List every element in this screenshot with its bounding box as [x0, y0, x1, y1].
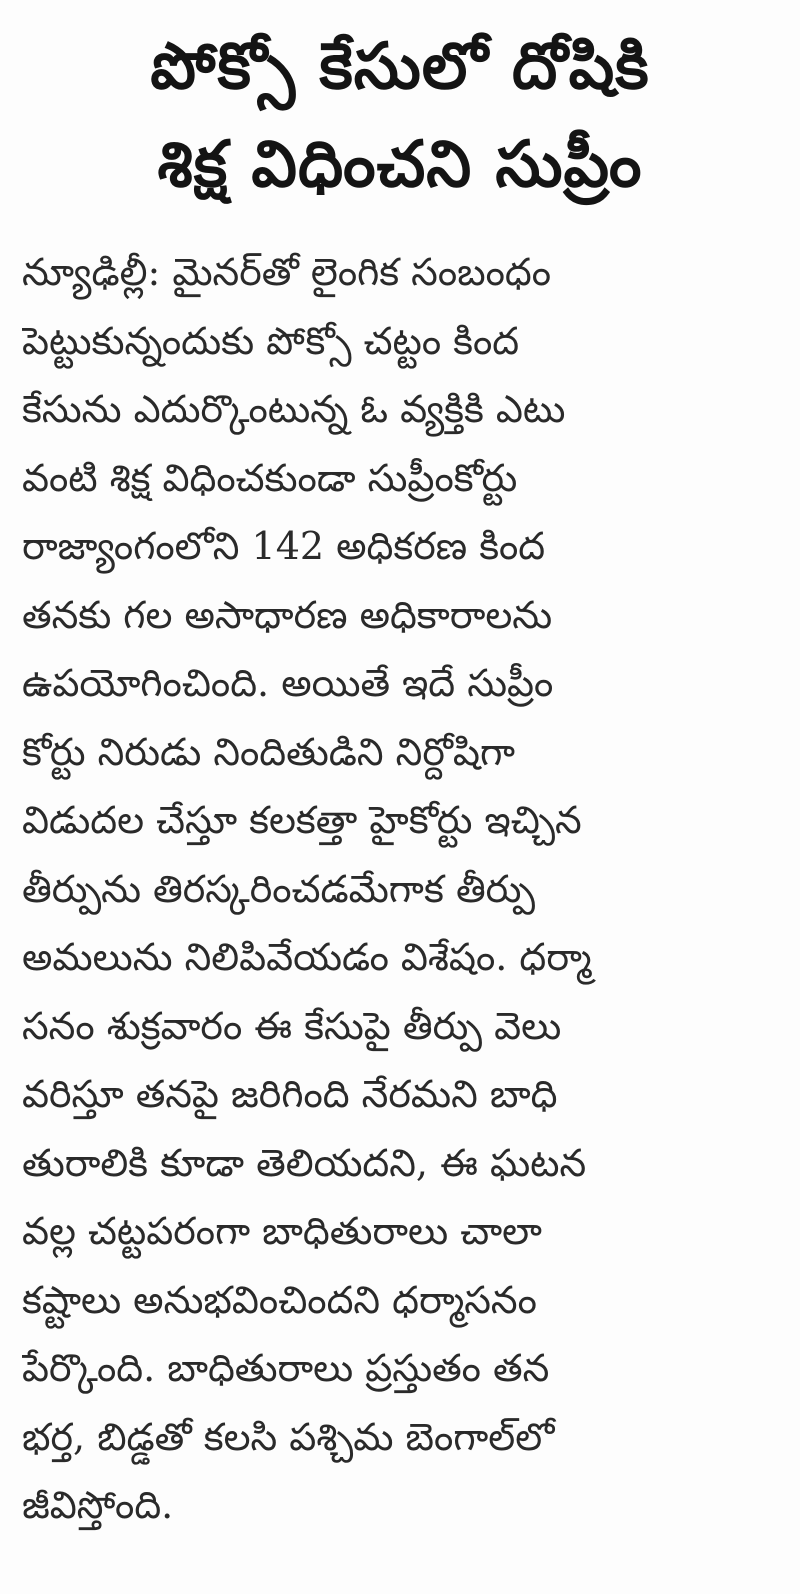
headline-line-1: పోక్సో కేసులో దోషికి [150, 30, 650, 104]
article-line: సనం శుక్రవారం ఈ కేసుపై తీర్పు వెలు [22, 1003, 562, 1048]
article-line: రాజ్యాంగంలోని 142 అధికరణ కింద [22, 524, 546, 568]
article-line: కష్టాలు అనుభవించిందని ధర్మాసనం [22, 1277, 537, 1322]
article-line: తనకు గల అసాధారణ అధికారాలను [22, 592, 553, 637]
article-line: న్యూఢిల్లీ: మైనర్‌తో లైంగిక సంబంధం [22, 250, 551, 294]
article-line: తురాలికి కూడా తెలియదని, ఈ ఘటన [22, 1140, 587, 1185]
article-line: అమలును నిలిపివేయడం విశేషం. ధర్మా [22, 935, 592, 979]
article-line: పెట్టుకున్నందుకు పోక్సో చట్టం కింద [22, 318, 520, 363]
article-line: కోర్టు నిరుడు నిందితుడిని నిర్దోషిగా [22, 729, 515, 774]
headline-line-2: శిక్ష విధించని సుప్రీం [157, 128, 643, 202]
article-line: వల్ల చట్టపరంగా బాధితురాలు చాలా [22, 1209, 542, 1253]
article-line: వరిస్తూ తనపై జరిగింది నేరమని బాధి [22, 1072, 558, 1116]
article-line: జీవిస్తోంది. [22, 1483, 174, 1527]
article-line: పేర్కొంది. బాధితురాలు ప్రస్తుతం తన [22, 1346, 550, 1390]
headline [20, 18, 780, 214]
article-body [22, 238, 782, 1540]
article-line: భర్త, బిడ్డతో కలసి పశ్చిమ బెంగాల్‌లో [22, 1414, 555, 1459]
article-line: తీర్పును తిరస్కరించడమేగాక తీర్పు [22, 866, 536, 911]
article-line: విడుదల చేస్తూ కలకత్తా హైకోర్టు ఇచ్చిన [22, 798, 582, 842]
article-line: కేసును ఎదుర్కొంటున్న ఓ వ్యక్తికి ఎటు [22, 387, 566, 431]
article-line: ఉపయోగించింది. అయితే ఇదే సుప్రీం [22, 661, 554, 705]
article-line: వంటి శిక్ష విధించకుండా సుప్రీంకోర్టు [22, 455, 518, 500]
